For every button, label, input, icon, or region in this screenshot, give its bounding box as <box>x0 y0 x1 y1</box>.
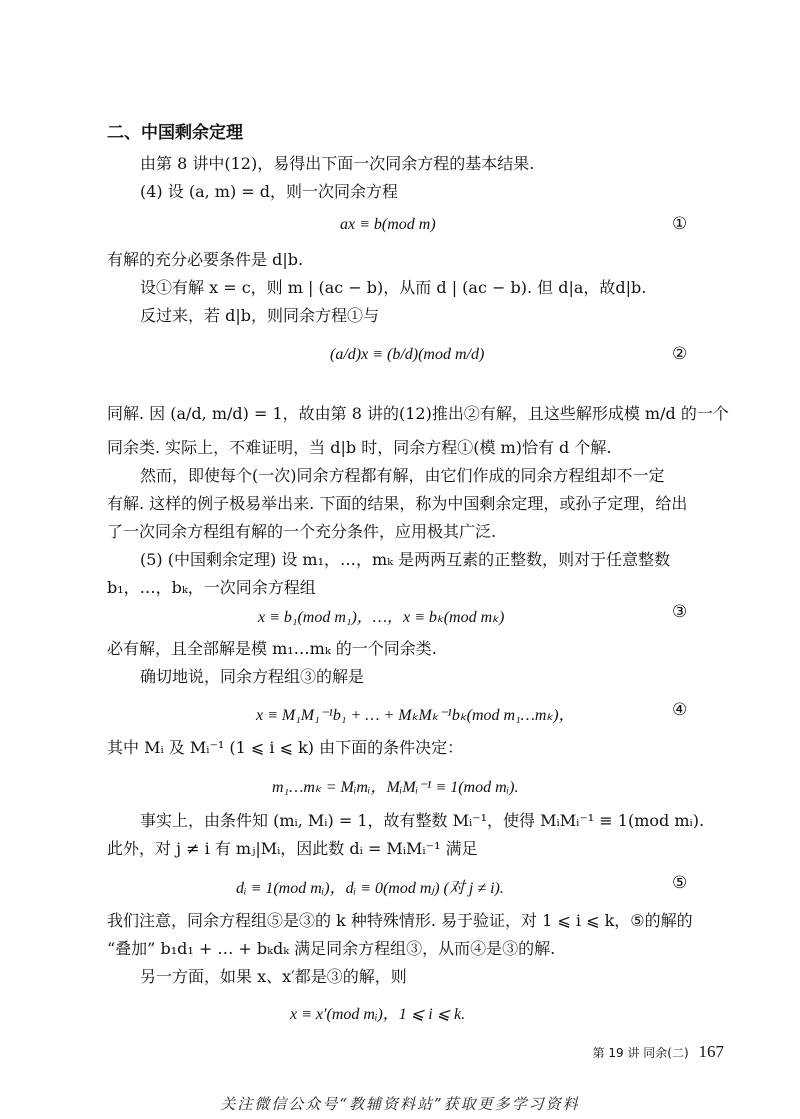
page-footer <box>593 1042 724 1062</box>
text-line: 此外，对 j ≠ i 有 mⱼ|Mᵢ，因此数 dᵢ = MᵢMᵢ⁻¹ 满足 <box>107 839 478 858</box>
text-line: 有解. 这样的例子极易举出来. 下面的结果，称为中国剩余定理，或孙子定理，给出 <box>107 494 688 513</box>
text-line: 同解. 因 (a/d, m/d) = 1，故由第 8 讲的(12)推出②有解，且这些解形成模 m/d 的一个 <box>107 404 729 423</box>
page-number: 167 <box>698 1042 724 1061</box>
equation-tag: ① <box>672 214 688 234</box>
text-line: 反过来，若 d|b，则同余方程①与 <box>140 306 379 325</box>
text-line: 了一次同余方程组有解的一个充分条件，应用极其广泛. <box>107 522 497 541</box>
formula-3: x ≡ b₁(mod m₁)，…，x ≡ bₖ(mod mₖ) <box>258 609 505 626</box>
text-line: 同余类. 实际上，不难证明，当 d|b 时，同余方程①(模 m)恰有 d 个解. <box>107 438 612 457</box>
text-line: “叠加” b₁d₁ + … + bₖdₖ 满足同余方程组③，从而④是③的解. <box>107 939 556 958</box>
text-line: (5) (中国剩余定理) 设 m₁，…，mₖ 是两两互素的正整数，则对于任意整数 <box>140 550 671 569</box>
formula-1: ax ≡ b(mod m) <box>340 216 436 233</box>
equation-tag: ⑤ <box>672 873 688 893</box>
text-line: 确切地说，同余方程组③的解是 <box>140 667 365 686</box>
formula-5: m₁…mₖ = Mᵢmᵢ，MᵢMᵢ⁻¹ ≡ 1(mod mᵢ). <box>272 779 519 796</box>
text-line: 另一方面，如果 x、x′都是③的解，则 <box>140 967 407 986</box>
text-line: b₁，…，bₖ，一次同余方程组 <box>107 578 316 597</box>
formula-7: x ≡ x′(mod mᵢ)，1 ⩽ i ⩽ k. <box>290 1006 466 1023</box>
text-line: 有解的充分必要条件是 d|b. <box>107 250 304 269</box>
text-line: 然而，即使每个(一次)同余方程都有解，由它们作成的同余方程组却不一定 <box>140 466 665 485</box>
formula-2: (a/d)x ≡ (b/d)(mod m/d) <box>330 346 485 363</box>
text-line: 必有解，且全部解是模 m₁…mₖ 的一个同余类. <box>107 639 437 658</box>
formula-6: dᵢ ≡ 1(mod mᵢ)，dᵢ ≡ 0(mod mⱼ) (对 j ≠ i). <box>236 880 504 897</box>
text-line: 事实上，由条件知 (mᵢ, Mᵢ) = 1，故有整数 Mᵢ⁻¹，使得 MᵢMᵢ⁻¹ ≡ 1(mod mᵢ). <box>140 811 705 830</box>
equation-tag: ④ <box>672 700 688 720</box>
lecture-label: 第 19 讲 同余(二) <box>592 1046 689 1060</box>
section-heading: 二、中国剩余定理 <box>107 123 243 143</box>
text-line: (4) 设 (a, m) = d，则一次同余方程 <box>140 182 399 201</box>
text-line: 由第 8 讲中(12)，易得出下面一次同余方程的基本结果. <box>140 154 535 173</box>
text-line: 其中 Mᵢ 及 Mᵢ⁻¹ (1 ⩽ i ⩽ k) 由下面的条件决定： <box>107 738 464 757</box>
text-line: 设①有解 x = c，则 m | (ac − b)，从而 d | (ac − b). 但 d|a，故d|b. <box>140 278 647 297</box>
formula-4: x ≡ M₁M₁⁻¹b₁ + … + MₖMₖ⁻¹bₖ(mod m₁…mₖ)， <box>256 707 575 724</box>
equation-tag: ② <box>672 344 688 364</box>
equation-tag: ③ <box>672 602 688 622</box>
watermark: 关注微信公众号“教辅资料站”获取更多学习资料 <box>220 1095 580 1113</box>
text-line: 我们注意，同余方程组⑤是③的 k 种特殊情形. 易于验证，对 1 ⩽ i ⩽ k，⑤的解的 <box>107 911 693 930</box>
